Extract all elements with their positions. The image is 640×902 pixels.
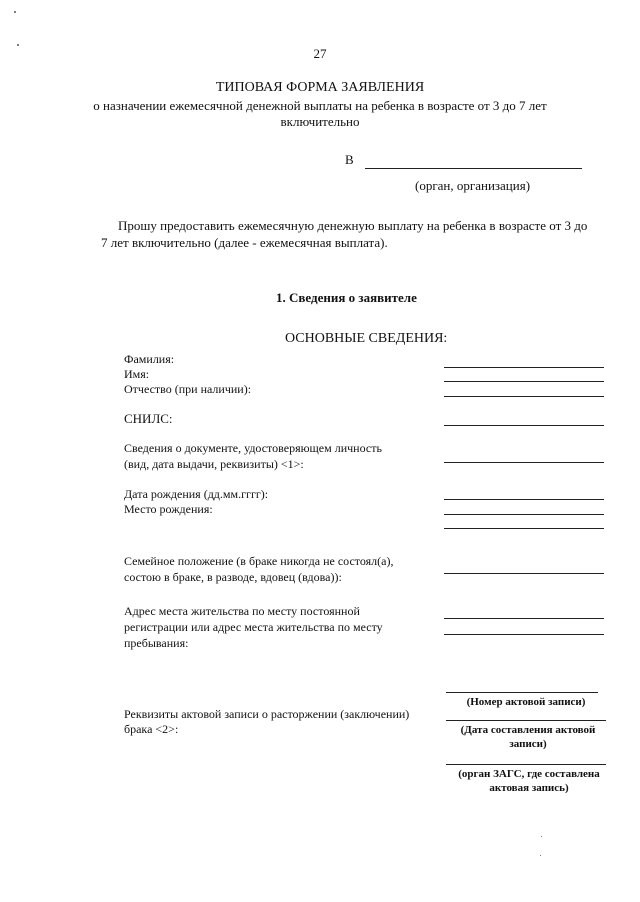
label-id-document-line1: Сведения о документе, удостоверяющем личность [124, 441, 382, 455]
recipient-field-line[interactable] [365, 168, 582, 169]
act-office-caption-line1: (орган ЗАГС, где составлена [458, 768, 600, 780]
scan-speck [14, 11, 16, 13]
recipient-prefix: В [345, 152, 354, 167]
address-field-line-2[interactable] [444, 634, 604, 635]
act-office-field-line[interactable] [446, 764, 606, 765]
label-marital-line2: состою в браке, в разводе, вдовец (вдова)): [124, 570, 342, 584]
recipient-caption: (орган, организация) [415, 178, 531, 193]
label-address-line2: регистрации или адрес места жительства по месту [124, 620, 383, 634]
label-surname: Фамилия: [124, 352, 175, 366]
snils-field-line[interactable] [444, 425, 604, 426]
form-subtitle-line1: о назначении ежемесячной денежной выплаты на ребенка в возрасте от 3 до 7 лет [93, 98, 547, 113]
birth-place-field-line-2[interactable] [444, 528, 604, 529]
scan-speck [540, 855, 541, 856]
scan-speck [541, 836, 542, 837]
birth-place-field-line-1[interactable] [444, 514, 604, 515]
act-number-caption: (Номер актовой записи) [466, 696, 586, 708]
surname-field-line[interactable] [444, 367, 604, 368]
section-heading: 1. Сведения о заявителе [276, 290, 417, 305]
form-subtitle-line2: включительно [280, 114, 360, 129]
request-text-line1: Прошу предоставить ежемесячную денежную выплату на ребенка в возрасте от 3 до [118, 218, 588, 233]
name-field-line[interactable] [444, 381, 604, 382]
label-act-record-line1: Реквизиты актовой записи о расторжении (заключении) [124, 707, 410, 721]
label-snils: СНИЛС: [124, 411, 173, 426]
birth-date-field-line[interactable] [444, 499, 604, 500]
section-subheading: ОСНОВНЫЕ СВЕДЕНИЯ: [285, 331, 448, 346]
act-date-caption-line2: записи) [509, 738, 547, 750]
label-id-document-line2: (вид, дата выдачи, реквизиты) <1>: [124, 457, 304, 471]
id-document-field-line[interactable] [444, 462, 604, 463]
address-field-line-1[interactable] [444, 618, 604, 619]
label-marital-line1: Семейное положение (в браке никогда не состоял(а), [124, 554, 394, 568]
form-title: ТИПОВАЯ ФОРМА ЗАЯВЛЕНИЯ [215, 80, 425, 95]
act-office-caption-line2: актовая запись) [489, 782, 569, 794]
label-patronymic: Отчество (при наличии): [124, 382, 252, 396]
label-name: Имя: [124, 367, 150, 381]
patronymic-field-line[interactable] [444, 396, 604, 397]
label-birth-place: Место рождения: [124, 502, 213, 516]
act-date-field-line[interactable] [446, 720, 606, 721]
label-address-line3: пребывания: [124, 636, 189, 650]
page-number: 27 [313, 46, 327, 61]
label-address-line1: Адрес места жительства по месту постоянной [124, 604, 360, 618]
label-act-record-line2: брака <2>: [124, 722, 179, 736]
marital-field-line[interactable] [444, 573, 604, 574]
label-birth-date: Дата рождения (дд.мм.гггг): [124, 487, 269, 501]
act-number-field-line[interactable] [446, 692, 598, 693]
act-date-caption-line1: (Дата составления актовой [460, 724, 596, 736]
request-text-line2: 7 лет включительно (далее - ежемесячная выплата). [101, 235, 388, 250]
